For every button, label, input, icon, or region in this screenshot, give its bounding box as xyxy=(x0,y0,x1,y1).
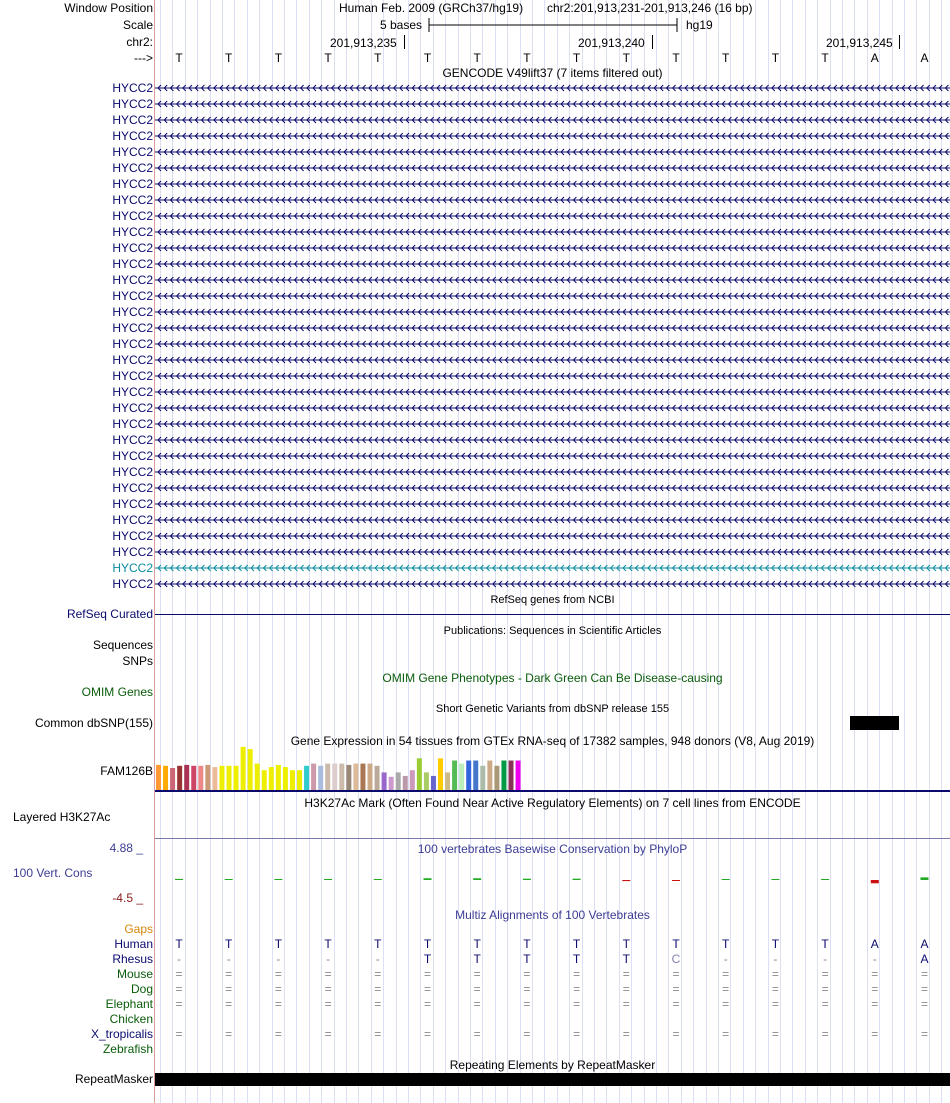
alignment-base: = xyxy=(871,982,879,996)
gencode-transcript[interactable] xyxy=(155,261,950,267)
alignment-base: - xyxy=(823,952,828,966)
refseq-gene-line[interactable] xyxy=(155,614,950,615)
alignment-base: = xyxy=(374,967,382,981)
phylop-title: 100 vertebrates Basewise Conservation by PhyloP xyxy=(417,842,688,856)
phylop-score-bar xyxy=(771,879,779,880)
alignment-base: = xyxy=(523,997,531,1011)
alignment-base: = xyxy=(622,1027,630,1041)
gtex-bar[interactable] xyxy=(360,764,365,790)
gencode-transcript[interactable] xyxy=(155,405,950,411)
coord-tick-1 xyxy=(404,35,405,49)
multiz-title: Multiz Alignments of 100 Vertebrates xyxy=(455,908,650,922)
alignment-base: = xyxy=(622,982,630,996)
alignment-base: = xyxy=(324,982,332,996)
gtex-bar[interactable] xyxy=(346,765,351,790)
gtex-bar[interactable] xyxy=(205,765,210,790)
alignment-base: T xyxy=(672,937,680,951)
phylop-score-bar xyxy=(274,879,282,880)
h3k27ac-label[interactable]: Layered H3K27Ac xyxy=(13,810,111,824)
base-letter: T xyxy=(821,51,829,65)
gtex-bar[interactable] xyxy=(255,764,260,790)
alignment-base: = xyxy=(274,997,282,1011)
gtex-bar[interactable] xyxy=(297,770,302,790)
scale-text: 5 bases xyxy=(380,18,423,32)
gencode-transcript[interactable] xyxy=(155,181,950,187)
base-letter: T xyxy=(722,51,730,65)
db-text: hg19 xyxy=(686,18,713,32)
gencode-gene-label[interactable]: HYCC2 xyxy=(112,481,153,495)
alignment-base: = xyxy=(423,967,431,981)
gencode-gene-label[interactable]: HYCC2 xyxy=(112,289,153,303)
alignment-base: T xyxy=(423,937,432,951)
alignment-base: = xyxy=(175,982,183,996)
gencode-transcript[interactable] xyxy=(155,293,950,299)
base-letter: T xyxy=(771,51,780,65)
alignment-base: T xyxy=(572,952,581,966)
base-letter: A xyxy=(920,51,929,65)
gencode-transcript[interactable] xyxy=(155,373,950,379)
alignment-base: = xyxy=(672,967,680,981)
gencode-gene-label[interactable]: HYCC2 xyxy=(112,417,153,431)
phylop-score-bar xyxy=(374,879,382,880)
alignment-base: = xyxy=(821,997,829,1011)
species-label[interactable]: X_tropicalis xyxy=(90,1027,153,1041)
alignment-base: = xyxy=(225,967,233,981)
alignment-base: = xyxy=(225,997,233,1011)
gencode-gene-label[interactable]: HYCC2 xyxy=(112,193,153,207)
track-labels xyxy=(0,0,153,1103)
scale-label: Scale xyxy=(122,18,153,32)
species-label[interactable]: Rhesus xyxy=(112,952,153,966)
species-label[interactable]: Human xyxy=(114,937,153,951)
gtex-bar[interactable] xyxy=(339,764,344,790)
alignment-base: = xyxy=(225,982,233,996)
gencode-gene-label[interactable]: HYCC2 xyxy=(112,497,153,511)
omim-label[interactable]: OMIM Genes xyxy=(81,685,153,699)
gtex-bar[interactable] xyxy=(417,758,422,790)
dbsnp-label[interactable]: Common dbSNP(155) xyxy=(34,716,153,730)
alignment-base: A xyxy=(870,937,879,951)
gencode-gene-label[interactable]: HYCC2 xyxy=(112,209,153,223)
alignment-base: = xyxy=(175,1027,183,1041)
phylop-score-bar xyxy=(672,880,680,881)
alignment-base: T xyxy=(622,952,630,966)
gtex-bar[interactable] xyxy=(431,776,436,790)
alignment-base: T xyxy=(423,952,432,966)
gencode-gene-label[interactable]: HYCC2 xyxy=(112,257,153,271)
gtex-bar[interactable] xyxy=(396,772,401,790)
alignment-base: = xyxy=(523,967,531,981)
scale-bar xyxy=(428,17,680,33)
gtex-bar[interactable] xyxy=(473,761,478,790)
gencode-transcript[interactable] xyxy=(155,549,950,555)
gtex-bar[interactable] xyxy=(318,766,323,790)
alignment-base: - xyxy=(226,952,231,966)
base-letter: T xyxy=(622,51,630,65)
alignment-base: = xyxy=(374,997,382,1011)
gtex-title: Gene Expression in 54 tissues from GTEx RNA-seq of 17382 samples, 948 donors (V8, Aug 2019) xyxy=(290,734,815,748)
phylop-score-bar xyxy=(523,879,531,880)
gencode-gene-label[interactable]: HYCC2 xyxy=(112,369,153,383)
gtex-bar[interactable] xyxy=(389,777,394,790)
alignment-base: = xyxy=(225,1027,233,1041)
alignment-base: T xyxy=(523,952,531,966)
alignment-base: = xyxy=(771,997,779,1011)
gencode-gene-label[interactable]: HYCC2 xyxy=(112,337,153,351)
gencode-gene-label[interactable]: HYCC2 xyxy=(112,145,153,159)
repeat-element[interactable] xyxy=(155,1073,950,1086)
gencode-gene-label[interactable]: HYCC2 xyxy=(112,561,153,575)
strand-label: ---> xyxy=(134,51,153,65)
gtex-bar[interactable] xyxy=(248,749,253,790)
gtex-bar[interactable] xyxy=(212,767,217,790)
h3k27ac-title: H3K27Ac Mark (Often Found Near Active Regulatory Elements) on 7 cell lines from ENCODE xyxy=(304,796,801,810)
gtex-bar[interactable] xyxy=(438,758,443,790)
phylop-score-bar xyxy=(921,877,929,880)
gencode-gene-label[interactable]: HYCC2 xyxy=(112,177,153,191)
phylop-max-label: 4.88 _ xyxy=(109,841,143,855)
sequences-label[interactable]: Sequences xyxy=(92,638,153,652)
gtex-bar[interactable] xyxy=(241,747,246,790)
alignment-base: = xyxy=(573,967,581,981)
alignment-base: - xyxy=(276,952,281,966)
alignment-base: = xyxy=(771,967,779,981)
gencode-gene-label[interactable]: HYCC2 xyxy=(112,465,153,479)
gencode-transcript[interactable] xyxy=(155,101,950,107)
alignment-base: = xyxy=(672,982,680,996)
alignment-base: = xyxy=(274,982,282,996)
base-letter: T xyxy=(572,51,581,65)
phylop-track[interactable] xyxy=(155,858,950,898)
repeatmasker-title: Repeating Elements by RepeatMasker xyxy=(449,1058,656,1072)
alignment-base: = xyxy=(871,997,879,1011)
alignment-base: = xyxy=(473,967,481,981)
gtex-bar[interactable] xyxy=(410,770,415,790)
gtex-bar[interactable] xyxy=(501,761,506,790)
alignment-base: = xyxy=(771,1027,779,1041)
alignment-base: = xyxy=(920,982,928,996)
alignment-base: - xyxy=(723,952,728,966)
phylop-score-bar xyxy=(175,879,183,880)
alignment-base: = xyxy=(573,997,581,1011)
gencode-gene-label[interactable]: HYCC2 xyxy=(112,385,153,399)
gtex-bar[interactable] xyxy=(170,768,175,790)
phylop-score-bar xyxy=(324,879,332,880)
alignment-base: T xyxy=(523,937,531,951)
base-letter: T xyxy=(523,51,531,65)
coord-2: 201,913,240 xyxy=(578,36,645,50)
gencode-transcript[interactable] xyxy=(155,469,950,475)
alignment-base: = xyxy=(622,997,630,1011)
alignment-base: = xyxy=(523,982,531,996)
phylop-label[interactable]: 100 Vert. Cons xyxy=(13,866,93,880)
alignment-base: = xyxy=(374,982,382,996)
alignment-base: C xyxy=(671,952,681,966)
gencode-title: GENCODE V49lift37 (7 items filtered out) xyxy=(442,66,663,80)
gtex-bar[interactable] xyxy=(332,764,337,790)
gencode-gene-label[interactable]: HYCC2 xyxy=(112,113,153,127)
gtex-bar[interactable] xyxy=(353,764,358,790)
gencode-gene-label[interactable]: HYCC2 xyxy=(112,513,153,527)
gencode-gene-label[interactable]: HYCC2 xyxy=(112,577,153,591)
gtex-bar[interactable] xyxy=(403,776,408,790)
gencode-transcript[interactable] xyxy=(155,581,950,587)
gencode-transcript[interactable] xyxy=(155,341,950,347)
alignment-base: = xyxy=(573,1027,581,1041)
gencode-transcript[interactable] xyxy=(155,485,950,491)
gencode-gene-label[interactable]: HYCC2 xyxy=(112,545,153,559)
gtex-bar[interactable] xyxy=(219,766,224,790)
alignment-base: = xyxy=(324,997,332,1011)
gtex-bar[interactable] xyxy=(487,761,492,790)
base-letter: T xyxy=(473,51,481,65)
alignment-base: = xyxy=(274,1027,282,1041)
alignment-base: = xyxy=(473,997,481,1011)
gtex-bar[interactable] xyxy=(283,767,288,790)
gencode-transcript[interactable] xyxy=(155,453,950,459)
phylop-score-bar xyxy=(722,879,730,880)
gtex-bar[interactable] xyxy=(452,761,457,790)
gtex-bar[interactable] xyxy=(304,766,309,790)
gencode-transcript[interactable] xyxy=(155,133,950,139)
gtex-bar[interactable] xyxy=(466,761,471,790)
gencode-gene-label[interactable]: HYCC2 xyxy=(112,305,153,319)
publications-title: Publications: Sequences in Scientific Articles xyxy=(443,625,662,637)
gtex-bar[interactable] xyxy=(276,765,281,790)
base-letter: T xyxy=(324,51,332,65)
alignment-base: = xyxy=(821,1027,829,1041)
species-label[interactable]: Dog xyxy=(130,982,153,996)
species-label[interactable]: Elephant xyxy=(105,997,153,1011)
alignment-base: = xyxy=(423,1027,431,1041)
gtex-bar[interactable] xyxy=(269,767,274,790)
alignment-base: = xyxy=(920,997,928,1011)
gencode-transcript[interactable] xyxy=(155,85,950,91)
gencode-gene-label[interactable]: HYCC2 xyxy=(112,97,153,111)
gencode-gene-label[interactable]: HYCC2 xyxy=(112,433,153,447)
alignment-base: T xyxy=(324,937,332,951)
alignment-base: = xyxy=(920,967,928,981)
gtex-bar[interactable] xyxy=(198,766,203,790)
alignment-base: = xyxy=(871,1027,879,1041)
alignment-base: = xyxy=(722,1027,730,1041)
gencode-gene-label[interactable]: HYCC2 xyxy=(112,81,153,95)
gtex-label[interactable]: FAM126B xyxy=(100,764,153,778)
base-letter: T xyxy=(225,51,233,65)
alignment-base: = xyxy=(473,982,481,996)
species-label[interactable]: Zebrafish xyxy=(102,1042,153,1056)
gencode-transcript[interactable] xyxy=(155,501,950,507)
gencode-gene-label[interactable]: HYCC2 xyxy=(112,449,153,463)
phylop-score-bar xyxy=(871,880,879,883)
gencode-transcript[interactable] xyxy=(155,229,950,235)
coord-3: 201,913,245 xyxy=(826,36,893,50)
dbsnp-title: Short Genetic Variants from dbSNP release 155 xyxy=(435,703,670,715)
gtex-bar[interactable] xyxy=(234,766,239,790)
base-letter: T xyxy=(423,51,432,65)
species-label[interactable]: Chicken xyxy=(109,1012,153,1026)
alignment-base: = xyxy=(324,967,332,981)
phylop-score-bar xyxy=(622,880,630,881)
gencode-transcript[interactable] xyxy=(155,149,950,155)
gencode-transcript[interactable] xyxy=(155,565,950,571)
window-position-label: Window Position xyxy=(64,1,153,15)
gencode-transcript[interactable] xyxy=(155,197,950,203)
track-area[interactable] xyxy=(155,0,950,1103)
gencode-transcript[interactable] xyxy=(155,437,950,443)
alignment-base: = xyxy=(473,1027,481,1041)
gencode-transcript[interactable] xyxy=(155,165,950,171)
gtex-bar[interactable] xyxy=(459,764,464,790)
refseq-label[interactable]: RefSeq Curated xyxy=(66,607,153,621)
coord-1: 201,913,235 xyxy=(330,36,397,50)
alignment-base: A xyxy=(920,937,929,951)
alignment-base: A xyxy=(920,952,929,966)
gtex-bar[interactable] xyxy=(480,766,485,790)
base-letter: T xyxy=(374,51,382,65)
gencode-transcript[interactable] xyxy=(155,325,950,331)
base-letter: T xyxy=(274,51,283,65)
phylop-score-bar xyxy=(424,878,432,880)
alignment-base: = xyxy=(672,997,680,1011)
alignment-base: - xyxy=(177,952,181,966)
alignment-base: T xyxy=(622,937,630,951)
gaps-label: Gaps xyxy=(124,922,153,936)
assembly-text: Human Feb. 2009 (GRCh37/hg19) xyxy=(339,1,524,15)
gtex-bar[interactable] xyxy=(262,770,267,790)
position-text: chr2:201,913,231-201,913,246 (16 bp) xyxy=(547,1,753,15)
alignment-base: = xyxy=(871,967,879,981)
gtex-bar[interactable] xyxy=(290,770,295,790)
alignment-base: = xyxy=(274,967,282,981)
gencode-transcript[interactable] xyxy=(155,517,950,523)
alignment-base: = xyxy=(722,997,730,1011)
alignment-base: = xyxy=(573,982,581,996)
gencode-transcript[interactable] xyxy=(155,389,950,395)
alignment-base: = xyxy=(175,967,183,981)
alignment-base: T xyxy=(175,937,183,951)
gtex-bar[interactable] xyxy=(191,766,196,790)
alignment-base: - xyxy=(872,952,877,966)
alignment-base: T xyxy=(274,937,283,951)
repeatmasker-label[interactable]: RepeatMasker xyxy=(74,1072,153,1086)
gtex-bar[interactable] xyxy=(494,766,499,790)
alignment-base: - xyxy=(326,952,331,966)
gencode-transcript[interactable] xyxy=(155,117,950,123)
alignment-base: = xyxy=(324,1027,332,1041)
gtex-bar[interactable] xyxy=(177,766,182,790)
alignment-base: = xyxy=(622,967,630,981)
base-letter: T xyxy=(175,51,183,65)
gencode-transcript[interactable] xyxy=(155,309,950,315)
alignment-base: = xyxy=(423,997,431,1011)
gencode-gene-label[interactable]: HYCC2 xyxy=(112,529,153,543)
gencode-transcript[interactable] xyxy=(155,213,950,219)
gencode-gene-label[interactable]: HYCC2 xyxy=(112,225,153,239)
coord-tick-2 xyxy=(652,35,653,49)
alignment-base: T xyxy=(374,937,382,951)
snps-label[interactable]: SNPs xyxy=(122,654,153,668)
gtex-bar[interactable] xyxy=(163,766,168,790)
alignment-base: = xyxy=(920,1027,928,1041)
gencode-gene-label[interactable]: HYCC2 xyxy=(112,161,153,175)
gtex-bar[interactable] xyxy=(516,761,521,790)
gtex-bar[interactable] xyxy=(368,764,373,790)
gencode-gene-label[interactable]: HYCC2 xyxy=(112,401,153,415)
gencode-transcript[interactable] xyxy=(155,245,950,251)
alignment-base: = xyxy=(523,1027,531,1041)
alignment-base: = xyxy=(821,982,829,996)
base-letter: T xyxy=(672,51,680,65)
gencode-gene-label[interactable]: HYCC2 xyxy=(112,273,153,287)
refseq-title: RefSeq genes from NCBI xyxy=(490,594,615,606)
dbsnp-variant[interactable] xyxy=(850,716,899,730)
gtex-track[interactable] xyxy=(155,746,950,794)
alignment-base: T xyxy=(572,937,581,951)
gtex-bar[interactable] xyxy=(375,766,380,790)
alignment-base: = xyxy=(821,967,829,981)
gencode-transcript[interactable] xyxy=(155,357,950,363)
alignment-base: = xyxy=(722,982,730,996)
phylop-score-bar xyxy=(821,879,829,880)
coord-tick-3 xyxy=(899,35,900,49)
gtex-bar[interactable] xyxy=(184,765,189,790)
species-label[interactable]: Mouse xyxy=(116,967,153,981)
gencode-transcript[interactable] xyxy=(155,421,950,427)
gencode-gene-label[interactable]: HYCC2 xyxy=(112,353,153,367)
alignment-base: T xyxy=(225,937,233,951)
phylop-score-bar xyxy=(225,879,233,880)
gtex-bar[interactable] xyxy=(382,772,387,790)
phylop-min-label: -4.5 _ xyxy=(112,891,143,905)
alignment-base: - xyxy=(773,952,778,966)
gencode-transcript[interactable] xyxy=(155,533,950,539)
alignment-base: = xyxy=(672,1027,680,1041)
base-letter: A xyxy=(870,51,879,65)
gtex-bar[interactable] xyxy=(445,772,450,790)
chr-label: chr2: xyxy=(126,35,153,49)
alignment-base: = xyxy=(374,1027,382,1041)
alignment-base: - xyxy=(375,952,380,966)
gtex-bar[interactable] xyxy=(509,761,514,790)
gencode-gene-label[interactable]: HYCC2 xyxy=(112,241,153,255)
alignment-base: T xyxy=(821,937,829,951)
gtex-bar[interactable] xyxy=(311,764,316,790)
alignment-base: = xyxy=(175,997,183,1011)
gencode-transcript[interactable] xyxy=(155,277,950,283)
alignment-base: = xyxy=(771,982,779,996)
gencode-track[interactable] xyxy=(155,80,950,592)
gtex-bar[interactable] xyxy=(325,764,330,790)
alignment-base: T xyxy=(771,937,780,951)
gtex-bar[interactable] xyxy=(424,772,429,790)
alignment-base: T xyxy=(722,937,730,951)
gtex-bar[interactable] xyxy=(227,766,232,790)
alignment-base: T xyxy=(473,937,481,951)
phylop-score-bar xyxy=(473,878,481,880)
phylop-score-bar xyxy=(573,879,581,880)
gtex-bar[interactable] xyxy=(156,765,161,790)
gencode-gene-label[interactable]: HYCC2 xyxy=(112,321,153,335)
alignment-base: T xyxy=(473,952,481,966)
alignment-base: = xyxy=(722,967,730,981)
h3k27ac-baseline xyxy=(155,838,950,839)
omim-title: OMIM Gene Phenotypes - Dark Green Can Be Disease-causing xyxy=(382,671,723,685)
gencode-gene-label[interactable]: HYCC2 xyxy=(112,129,153,143)
alignment-base: = xyxy=(423,982,431,996)
